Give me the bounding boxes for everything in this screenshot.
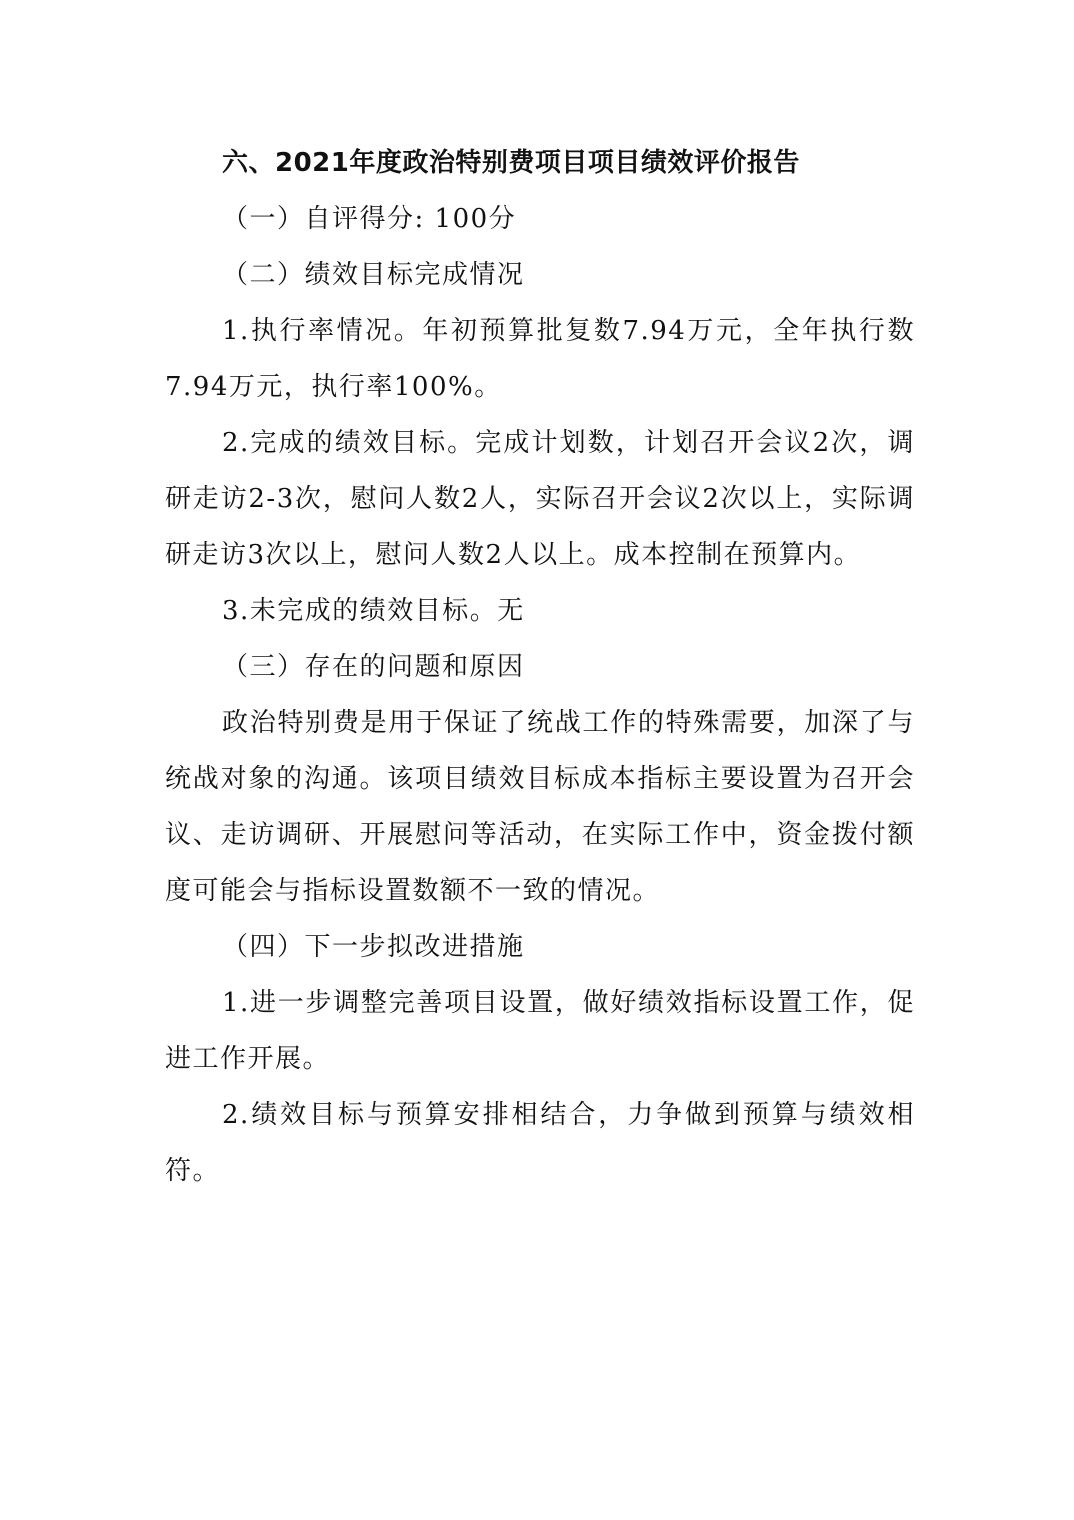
problems-paragraph: 政治特别费是用于保证了统战工作的特殊需要，加深了与统战对象的沟通。该项目绩效目标成本指标主要设置为召开会议、走访调研、开展慰问等活动，在实际工作中，资金拨付额度可能会与指标设置数额不一致的情况。	[165, 708, 915, 906]
improvement-item-2: 2.绩效目标与预算安排相结合，力争做到预算与绩效相符。	[165, 1100, 915, 1186]
section-problems-heading: （三）存在的问题和原因	[222, 652, 525, 682]
section-score-heading: （一）自评得分: 100分	[222, 204, 517, 234]
section-goal-completion-heading: （二）绩效目标完成情况	[222, 260, 525, 290]
completed-goals-paragraph: 2.完成的绩效目标。完成计划数，计划召开会议2次，调研走访2-3次，慰问人数2人，实际召开会议2次以上，实际调研走访3次以上，慰问人数2人以上。成本控制在预算内。	[165, 428, 915, 570]
improvement-item-1: 1.进一步调整完善项目设置，做好绩效指标设置工作，促进工作开展。	[165, 988, 915, 1074]
section-improvements-heading: （四）下一步拟改进措施	[222, 932, 525, 962]
uncompleted-goals-paragraph: 3.未完成的绩效目标。无	[222, 596, 525, 626]
document-body	[165, 135, 915, 1199]
report-title: 六、2021年度政治特别费项目项目绩效评价报告	[222, 148, 800, 178]
execution-rate-paragraph: 1.执行率情况。年初预算批复数7.94万元，全年执行数7.94万元，执行率100%。	[165, 316, 915, 402]
